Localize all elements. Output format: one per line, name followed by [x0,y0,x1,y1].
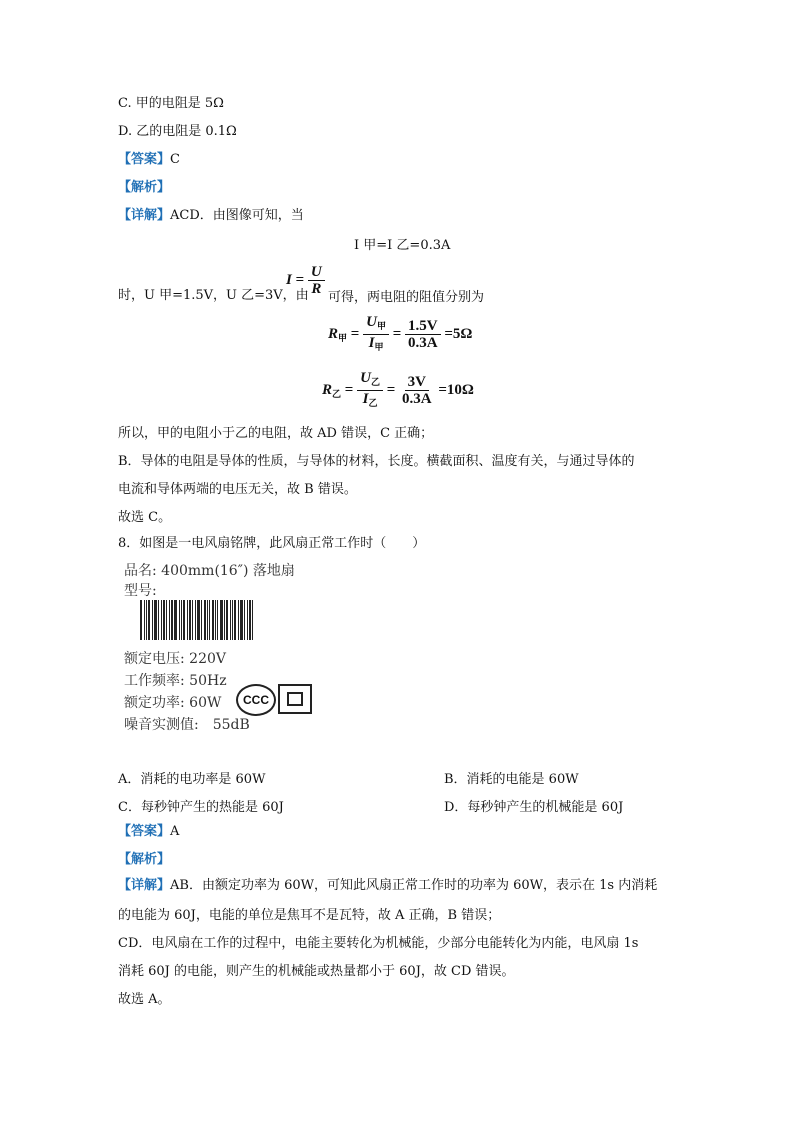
barcode-bar [212,600,214,640]
barcode-bar [238,600,239,640]
detail-line-1: 【详解】ACD．由图像可知，当 [118,208,304,223]
condition-line: I 甲=I 乙=0.3A [354,238,451,253]
barcode-bar [209,600,210,640]
nameplate-voltage: 额定电压: 220V [124,651,226,667]
barcode-bar [201,600,202,640]
option-b: B．消耗的电能是 60W [444,772,579,787]
detail-8-line-5: 故选 A。 [118,992,171,1007]
option-a: A．消耗的电功率是 60W [118,772,266,787]
barcode-bar [187,600,188,640]
conclusion-line: 所以，甲的电阻小于乙的电阻，故 AD 错误，C 正确； [118,426,434,441]
answer-value: C [170,152,180,167]
barcode-bar [220,600,223,640]
barcode-bar [197,600,200,640]
question-8: 8．如图是一电风扇铭牌，此风扇正常工作时（ ） [118,536,426,551]
barcode-bar [154,600,157,640]
nameplate-noise: 噪音实测值: 55dB [124,717,250,733]
resistance-formula-yi: $R_乙$ = $\frac{U_乙}{I_乙}$ = $\frac{3V}{0.3A}$ =10Ω [322,370,474,408]
barcode-bar [217,600,218,640]
barcode-bar [183,600,185,640]
double-insulation-icon [278,684,312,714]
option-c-line: C. 甲的电阻是 5Ω [118,96,224,111]
barcode-bar [166,600,167,640]
nameplate-model: 型号: [124,583,157,599]
nameplate-frequency: 工作频率: 50Hz [124,673,227,689]
barcode-bar [247,600,248,640]
barcode-bar [252,600,253,640]
detail-8-line-3: CD．电风扇在工作的过程中，电能主要转化为机械能，少部分电能转化为内能，电风扇 1s [118,936,639,951]
barcode-bar [226,600,228,640]
barcode-bar [207,600,208,640]
barcode-bar [140,600,142,640]
detail-b-line-1: B．导体的电阻是导体的性质，与导体的材料，长度。横截面积、温度有关，与通过导体的 [118,454,635,469]
barcode-bar [181,600,182,640]
answer-line [118,150,180,170]
barcode-bar [189,600,191,640]
barcode-bar [224,600,225,640]
barcode-bar [192,600,193,640]
option-c: C．每秒钟产生的热能是 60J [118,800,284,815]
barcode-bar [244,600,245,640]
detail-8-line-1: 【详解】AB．由额定功率为 60W，可知此风扇正常工作时的功率为 60W，表示在 1s 内消耗 [118,878,658,893]
barcode-bar [215,600,216,640]
barcode-bar [174,600,177,640]
analysis-tag: 【解析】 [118,180,171,195]
detail-line-2: 时，U 甲=1.5V，U 乙=3V，由 [118,288,309,303]
barcode-bar [240,600,243,640]
option-d: D．每秒钟产生的机械能是 60J [444,800,624,815]
barcode-bar [232,600,233,640]
analysis-tag-8: 【解析】 [118,852,171,867]
nameplate-name: 品名: 400mm(16″) 落地扇 [124,563,295,579]
barcode-bar [161,600,162,640]
barcode-bar [158,600,159,640]
detail-8-line-2: 的电能为 60J，电能的单位是焦耳不是瓦特，故 A 正确，B 错误； [118,908,501,923]
answer-line-8 [118,822,179,842]
barcode-bar [195,600,196,640]
nameplate-power: 额定功率: 60W [124,695,222,711]
barcode-bar [204,600,206,640]
barcode-bar [163,600,165,640]
detail-b-line-2: 电流和导体两端的电压无关，故 B 错误。 [118,482,357,497]
barcode-image [140,600,282,640]
barcode-bar [230,600,231,640]
detail-line-2b: 可得，两电阻的阻值分别为 [328,290,485,305]
option-d-line: D. 乙的电阻是 0.1Ω [118,124,237,139]
ohm-law-formula: I = $\frac{U}{R}$ [286,264,325,297]
answer-tag-8: 【答案】 [118,824,171,839]
barcode-bar [146,600,147,640]
barcode-bar [169,600,170,640]
barcode-bar [148,600,150,640]
barcode-bar [171,600,173,640]
barcode-bar [152,600,153,640]
barcode-bar [234,600,236,640]
barcode-bar [249,600,251,640]
answer-tag: 【答案】 [118,152,171,167]
answer-value-8: A [170,824,180,839]
ccc-certification-icon: CCC [236,684,276,716]
barcode-bar [179,600,180,640]
choose-line: 故选 C。 [118,510,172,525]
detail-8-line-4: 消耗 60J 的电能，则产生的机械能或热量都小于 60J，故 CD 错误。 [118,964,515,979]
barcode-bar [144,600,145,640]
resistance-formula-jia: $R_甲$ = $\frac{U_甲}{I_甲}$ = $\frac{1.5V}{0.3A}$ =5Ω [328,314,473,352]
